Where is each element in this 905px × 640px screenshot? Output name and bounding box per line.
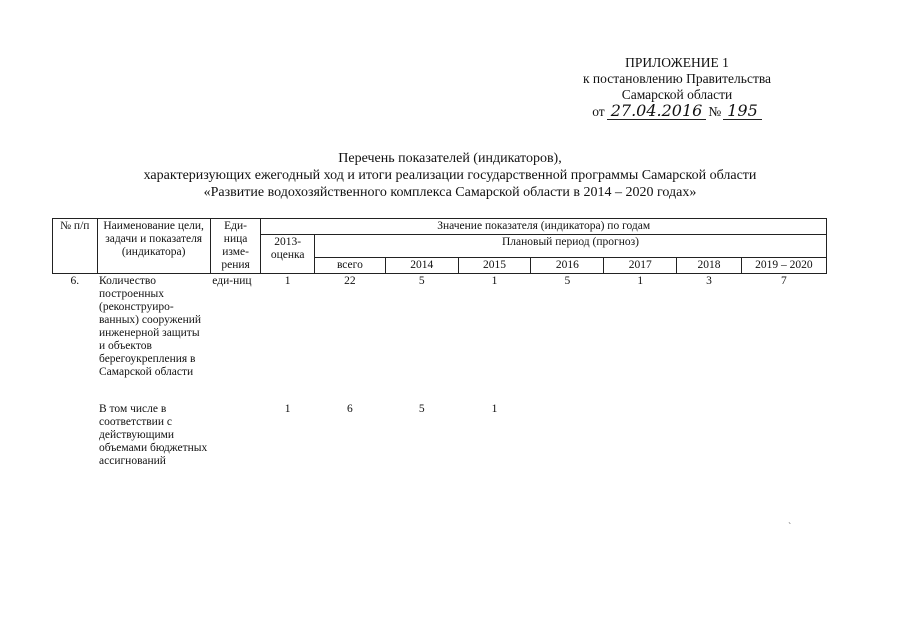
number-sign: №: [708, 104, 722, 119]
document-title: [90, 150, 810, 201]
appendix-header: [547, 55, 807, 120]
header-name: Наименование цели, задачи и показателя (индикатора): [97, 219, 210, 274]
header-2014: 2014: [385, 258, 458, 274]
cell-num: 6.: [70, 275, 80, 287]
cell-name: В том числе в соответствии с действующими объемами бюджетных ассигнований: [99, 403, 208, 467]
appendix-date-line: [547, 103, 807, 120]
header-2015: 2015: [458, 258, 531, 274]
header-total: всего: [314, 258, 385, 274]
cell-2015: 1: [491, 403, 498, 415]
header-planned-group: Плановый период (прогноз): [314, 235, 826, 258]
cell-2019-2020: [741, 402, 826, 469]
header-2016: 2016: [531, 258, 604, 274]
table-row: [53, 402, 827, 469]
date-prefix: от: [592, 104, 605, 119]
cell-2018: [677, 402, 742, 469]
header-values-group: Значение показателя (индикатора) по годам: [261, 219, 827, 235]
cell-2017: 1: [637, 275, 644, 287]
appendix-title: ПРИЛОЖЕНИЕ 1: [625, 55, 729, 70]
header-unit: Еди-ница изме-рения: [210, 219, 261, 274]
table-row: [53, 274, 827, 381]
cell-2014: 5: [418, 275, 425, 287]
indicators-table: [52, 218, 827, 469]
cell-2015: 1: [491, 275, 498, 287]
title-line-2: характеризующих ежегодный ход и итоги реализации государственной программы Самарской области: [143, 168, 757, 183]
title-line-1: Перечень показателей (индикаторов),: [338, 151, 562, 166]
cell-2017: [604, 402, 677, 469]
cell-2014: 5: [418, 403, 425, 415]
cell-2018: 3: [706, 275, 712, 287]
handwritten-number: 195: [723, 103, 762, 120]
cell-2013: 1: [284, 275, 291, 287]
cell-unit: [210, 402, 261, 469]
header-2019-2020: 2019 – 2020: [741, 258, 826, 274]
handwritten-date: 27.04.2016: [607, 103, 707, 120]
cell-unit: еди-ниц: [212, 275, 252, 287]
cell-2016: [531, 402, 604, 469]
header-2017: 2017: [604, 258, 677, 274]
cell-total: 6: [347, 403, 353, 415]
cell-total: 22: [344, 275, 356, 287]
cell-num: [53, 402, 98, 469]
header-2018: 2018: [677, 258, 742, 274]
cell-name: Количество построенных (реконструиро-ванных) сооружений инженерной защиты и объектов берегоукрепления в Самарской области: [99, 275, 202, 378]
appendix-line-region: Самарской области: [621, 87, 733, 102]
header-2013: 2013-оценка: [261, 235, 315, 274]
header-num: № п/п: [53, 219, 98, 274]
cell-2013: 1: [284, 403, 291, 415]
scan-speck: `: [788, 522, 792, 533]
cell-2016: 5: [564, 275, 571, 287]
appendix-line-resolution: к постановлению Правительства: [582, 71, 772, 86]
title-line-3: «Развитие водохозяйственного комплекса Самарской области в 2014 – 2020 годах»: [203, 185, 697, 200]
row-spacer: [53, 380, 827, 402]
cell-2019-2020: 7: [781, 275, 787, 287]
